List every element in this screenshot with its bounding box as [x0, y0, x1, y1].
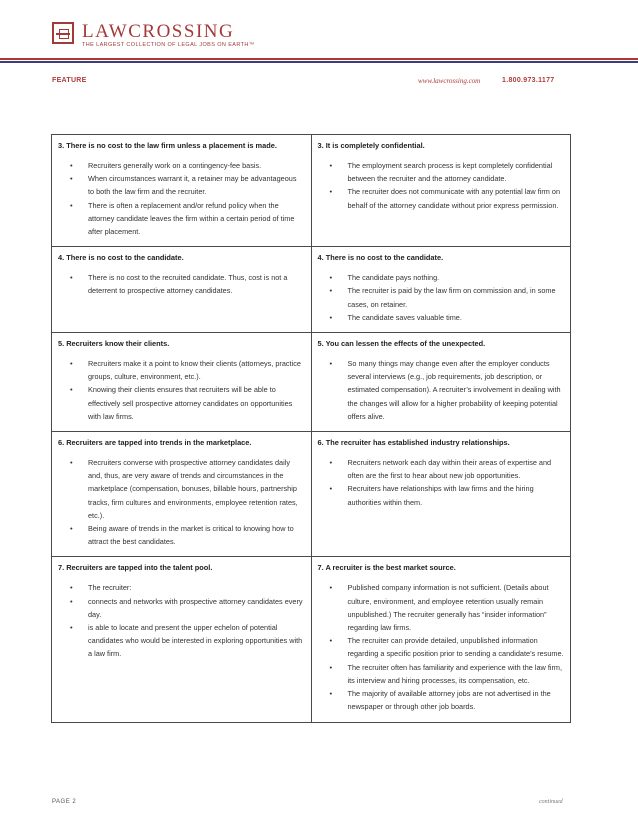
list-item: • When circumstances warrant it, a retainer may be advantageous to both the law firm and the recruiter. — [58, 172, 305, 198]
bullet-list — [58, 357, 305, 423]
bullet-list — [318, 357, 565, 423]
list-item: • The candidate saves valuable time. — [318, 311, 565, 324]
bullet-list — [58, 581, 305, 660]
logo-text: LAWCROSSING — [82, 21, 235, 42]
cell-title: 4. There is no cost to the candidate. — [58, 253, 184, 263]
table-row — [52, 135, 571, 247]
list-item: • Recruiters have relationships with law firms and the hiring authorities within them. — [318, 482, 565, 508]
cell-title: 7. Recruiters are tapped into the talent pool. — [58, 563, 213, 573]
page-header — [0, 0, 638, 68]
list-item: • Being aware of trends in the market is critical to knowing how to attract the best candidates. — [58, 522, 305, 548]
cell-title: 7. A recruiter is the best market source. — [317, 563, 456, 573]
table-row — [52, 247, 571, 333]
list-item: • Recruiters generally work on a contingency-fee basis. — [58, 159, 305, 172]
bullet-list — [318, 271, 565, 324]
list-item: • Knowing their clients ensures that recruiters will be able to effectively sell prospective attorney candidates on opportunities with law firms. — [58, 383, 305, 423]
website-link[interactable]: www.lawcrossing.com — [418, 77, 481, 85]
cell-title: 5. You can lessen the effects of the unexpected. — [317, 339, 486, 349]
list-item: • is able to locate and present the upper echelon of potential candidates who would be interested in exploring opportunities with a law firm. — [58, 621, 305, 661]
logo-tagline: THE LARGEST COLLECTION OF LEGAL JOBS ON EARTH™ — [82, 42, 255, 48]
list-item: • So many things may change even after the employer conducts several interviews (e.g., job requirements, job description, or estimated compensation). A recruiter’s involvement in dealing with the changes will allow for a higher probability of keeping potential offers alive. — [318, 357, 565, 423]
list-item: • connects and networks with prospective attorney candidates every day. — [58, 595, 305, 621]
list-item: • The recruiter is paid by the law firm on commission and, in some cases, on retainer. — [318, 284, 565, 310]
lawcrossing-logo-icon — [52, 22, 74, 44]
section-label: FEATURE — [52, 77, 87, 84]
list-item: • The recruiter: — [58, 581, 305, 594]
cell-title: 3. It is completely confidential. — [317, 141, 425, 150]
header-rule-red — [0, 58, 638, 60]
list-item: • There is often a replacement and/or refund policy when the attorney candidate leaves the firm within a certain period of time after placement. — [58, 199, 305, 239]
cell-title: 6. The recruiter has established industry relationships. — [317, 438, 510, 448]
comparison-table — [51, 134, 571, 723]
table-cell — [311, 135, 571, 247]
table-cell — [52, 247, 312, 333]
list-item: • Recruiters make it a point to know their clients (attorneys, practice groups, culture, environment, etc.). — [58, 357, 305, 383]
table-cell — [311, 333, 571, 432]
cell-title: 5. Recruiters know their clients. — [58, 339, 170, 349]
list-item: • The recruiter can provide detailed, unpublished information regarding a specific position prior to sending a candidate’s resume. — [318, 634, 565, 660]
list-item: • The majority of available attorney jobs are not advertised in the newspaper or through other job boards. — [318, 687, 565, 713]
list-item: • The candidate pays nothing. — [318, 271, 565, 284]
table-cell — [52, 135, 312, 247]
list-item: • There is no cost to the recruited candidate. Thus, cost is not a deterrent to prospective attorney candidates. — [58, 271, 305, 297]
table-row — [52, 432, 571, 557]
phone-number: 1.800.973.1177 — [502, 77, 555, 84]
table-cell — [311, 432, 571, 557]
list-item: • The employment search process is kept completely confidential between the recruiter and the attorney candidate. — [318, 159, 565, 185]
bullet-list — [318, 581, 565, 713]
bullet-list — [58, 456, 305, 548]
list-item: • Published company information is not sufficient. (Details about culture, environment, and employee retention usually remain unpublished.) The recruiter generally has “insider information” regarding law firms. — [318, 581, 565, 634]
table-cell — [311, 247, 571, 333]
list-item: • Recruiters converse with prospective attorney candidates daily and, thus, are very aware of trends and circumstances in the marketplace (compensation, bonuses, billable hours, partnership tracks, firm cultures and environments, employee retention rates, etc.). — [58, 456, 305, 522]
table-cell — [52, 557, 312, 722]
cell-title: 6. Recruiters are tapped into trends in the marketplace. — [58, 438, 252, 448]
bullet-list — [58, 159, 305, 238]
list-item: • The recruiter often has familiarity and experience with the law firm, its interview and hiring processes, its compensation, etc. — [318, 661, 565, 687]
page-number: PAGE 2 — [52, 799, 77, 805]
list-item: • Recruiters network each day within their areas of expertise and often are the first to hear about new job opportunities. — [318, 456, 565, 482]
table-cell — [52, 432, 312, 557]
bullet-list — [58, 271, 305, 297]
cell-title: 4. There is no cost to the candidate. — [317, 253, 444, 263]
bullet-list — [318, 456, 565, 509]
cell-title: 3. There is no cost to the law firm unless a placement is made. — [58, 141, 277, 150]
header-rule-blue — [0, 61, 638, 63]
continued-label: continued — [539, 799, 563, 805]
table-cell — [52, 333, 312, 432]
list-item: • The recruiter does not communicate with any potential law firm on behalf of the attorney candidate without prior express permission. — [318, 185, 565, 211]
table-cell — [311, 557, 571, 722]
bullet-list — [318, 159, 565, 212]
table-row — [52, 557, 571, 722]
table-row — [52, 333, 571, 432]
